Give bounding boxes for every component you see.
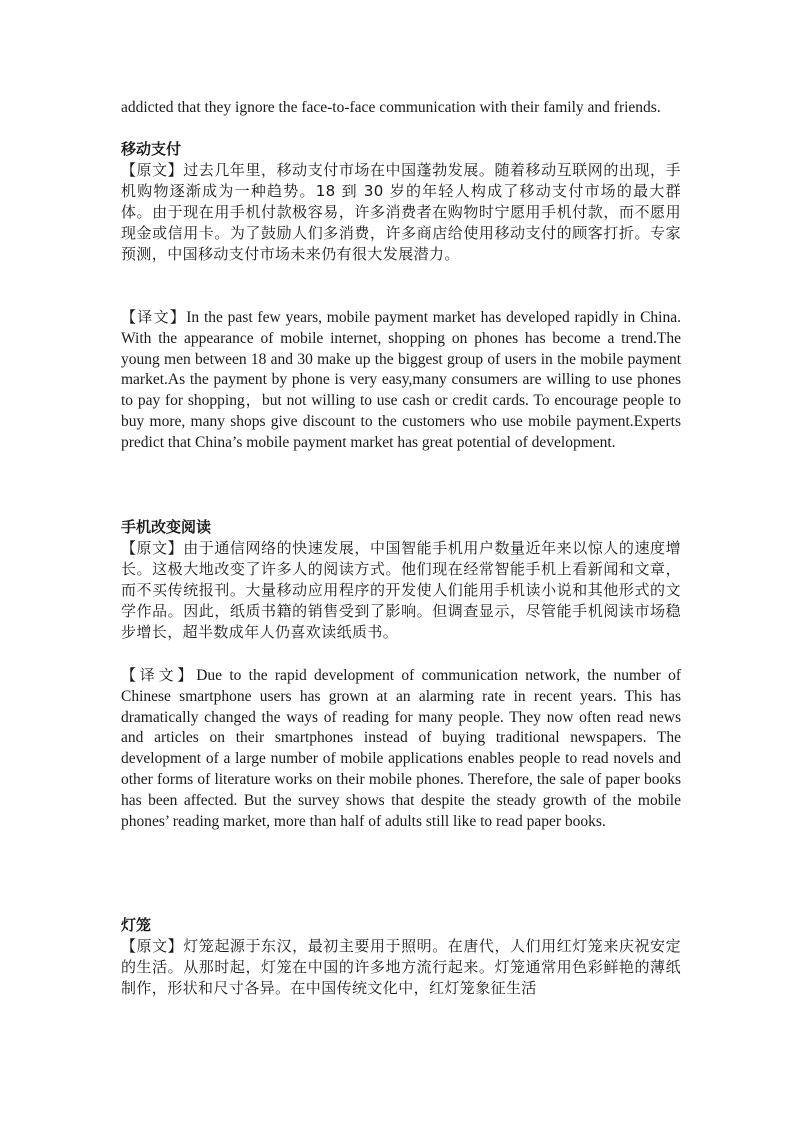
original-label: 【原文】 (121, 937, 184, 955)
translation-label: 【译文】 (121, 308, 187, 326)
translation-paragraph-mobile-payment (121, 307, 681, 454)
translation-text: In the past few years, mobile payment market has developed rapidly in China. With the appearance of mobile internet, shopping on phones has become a trend.The young men between 18 and 30 make up the biggest group of users in the mobile payment market.As the payment by phone is very easy,many consumers are willing to use phones to pay for shopping，but not willing to use cash or credit cards. To encourage people to buy more, many shops give discount to the customers who use mobile payment.Experts predict that China’s mobile payment market has great potential of development. (121, 309, 681, 451)
original-text: 过去几年里，移动支付市场在中国蓬勃发展。随着移动互联网的出现，手机购物逐渐成为一种趋势。18 到 30 岁的年轻人构成了移动支付市场的最大群体。由于现在用手机付款极容易，许多消费者在购物时宁愿用手机付款，而不愿用现金或信用卡。为了鼓励人们多消费，许多商店给使用移动支付的顾客打折。专家预测，中国移动支付市场未来仍有很大发展潜力。 (121, 161, 681, 263)
section-title-phone-reading: 手机改变阅读 (121, 518, 212, 536)
original-paragraph-phone-reading (121, 538, 681, 643)
section-title-lantern: 灯笼 (121, 916, 152, 934)
continuation-paragraph: addicted that they ignore the face-to-face communication with their family and friends. (121, 99, 661, 116)
original-paragraph-lantern (121, 936, 681, 999)
translation-paragraph-phone-reading (121, 665, 681, 832)
original-text: 由于通信网络的快速发展，中国智能手机用户数量近年来以惊人的速度增长。这极大地改变了许多人的阅读方式。他们现在经常智能手机上看新闻和文章，而不买传统报刊。大量移动应用程序的开发使人们能用手机读小说和其他形式的文学作品。因此，纸质书籍的销售受到了影响。但调查显示，尽管能手机阅读市场稳步增长，超半数成年人仍喜欢读纸质书。 (121, 539, 681, 641)
original-label: 【原文】 (121, 161, 184, 179)
section-title-mobile-payment: 移动支付 (121, 140, 182, 158)
original-paragraph-mobile-payment (121, 160, 681, 265)
translation-text: Due to the rapid development of communication network, the number of Chinese smartphone users has grown at an alarming rate in recent years. This has dramatically changed the ways of reading for many people. They now often read news and articles on their smartphones instead of buying traditional newspapers. The development of a large number of mobile applications enables people to read novels and other forms of literature works on their mobile phones. Therefore, the sale of paper books has been affected. But the survey shows that despite the steady growth of the mobile phones’ reading market, more than half of adults still like to read paper books. (121, 667, 681, 830)
original-text: 灯笼起源于东汉，最初主要用于照明。在唐代，人们用红灯笼来庆祝安定的生活。从那时起，灯笼在中国的许多地方流行起来。灯笼通常用色彩鲜艳的薄纸制作，形状和尺寸各异。在中国传统文化中，红灯笼象征生活 (121, 937, 681, 997)
translation-label: 【译文】 (121, 666, 197, 684)
original-label: 【原文】 (121, 539, 184, 557)
